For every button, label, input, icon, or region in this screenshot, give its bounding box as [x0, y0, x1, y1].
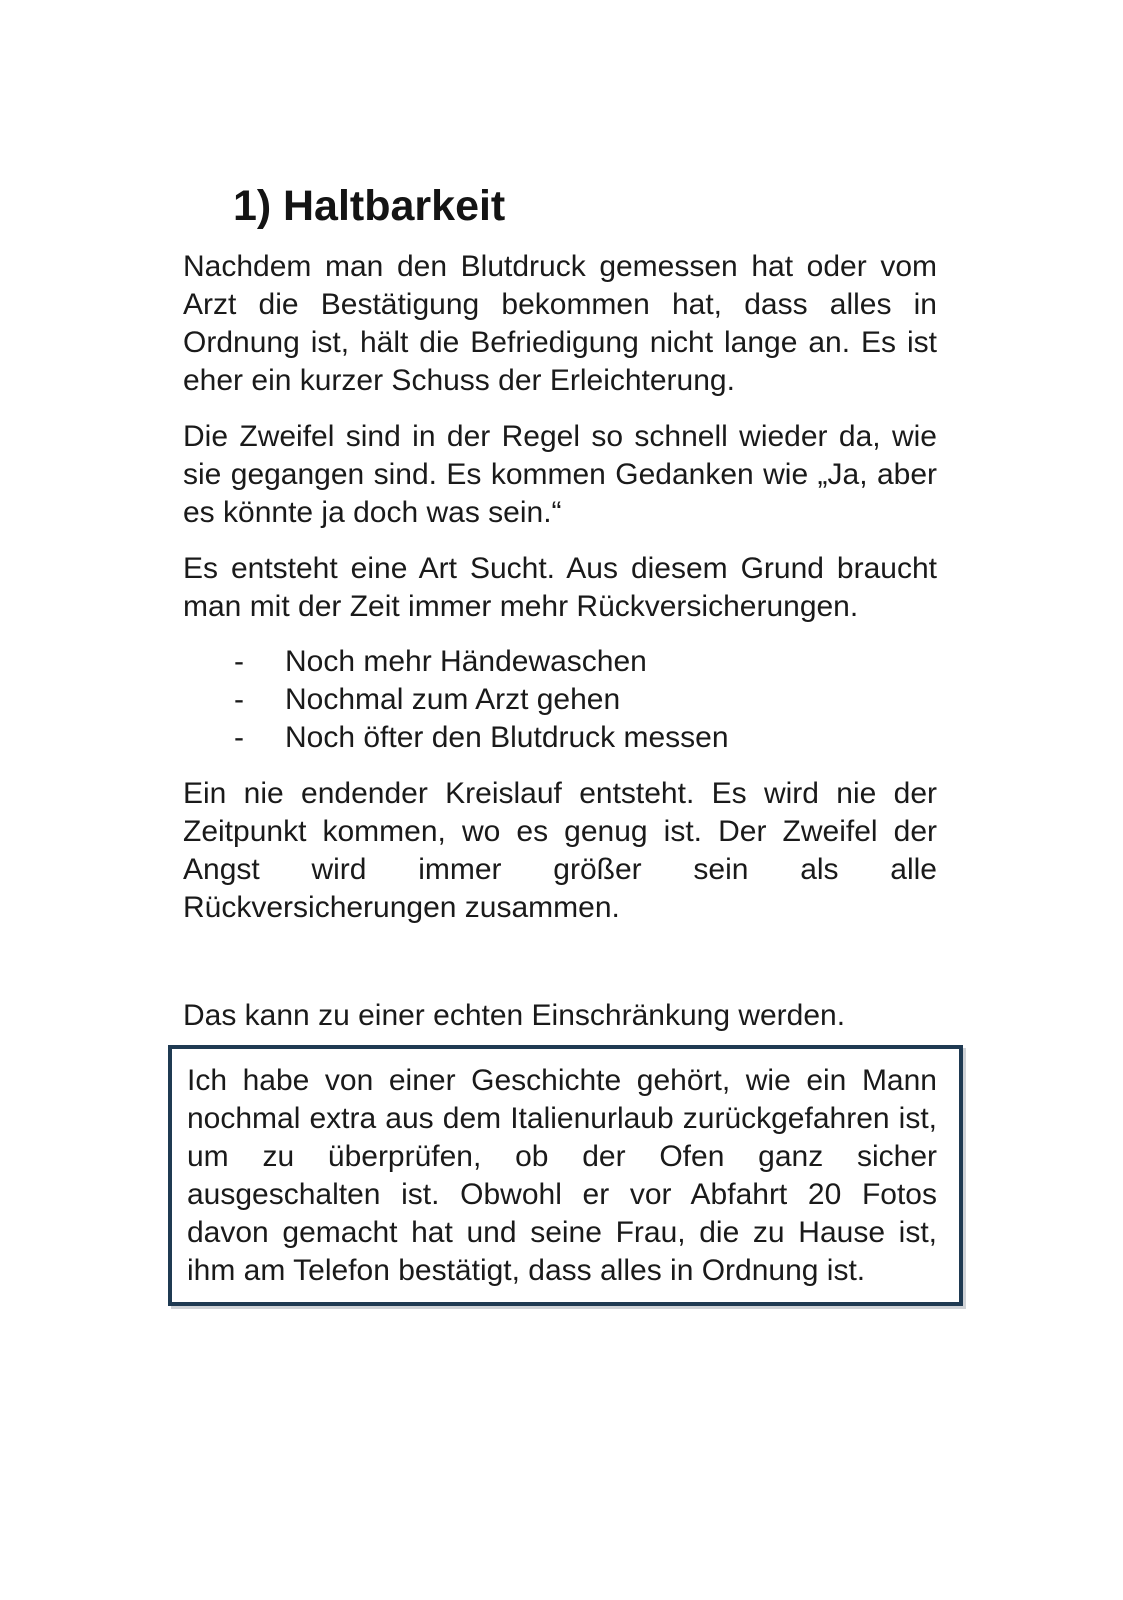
- list-item: [234, 643, 937, 681]
- dash-bullet: -: [234, 645, 244, 678]
- dash-bullet: -: [234, 683, 244, 716]
- section-heading: [233, 181, 937, 231]
- list-item: [234, 719, 937, 757]
- list-item-label: Noch mehr Händewaschen: [285, 645, 647, 678]
- page-content: [183, 0, 937, 1306]
- dash-bullet: -: [234, 721, 244, 754]
- paragraph-blutdruck: Nachdem man den Blutdruck gemessen hat oder vom Arzt die Bestätigung bekommen hat, dass alles in Ordnung ist, hält die Befriedigung nicht lange an. Es ist eher ein kurzer Schuss der Erleichterung.: [183, 250, 937, 397]
- dash-list: [183, 643, 937, 757]
- list-item-label: Nochmal zum Arzt gehen: [285, 683, 621, 716]
- story-callout-box: Ich habe von einer Geschichte gehört, wie ein Mann nochmal extra aus dem Italienurlaub zurückgefahren ist, um zu überprüfen, ob der Ofen ganz sicher ausgeschalten ist. Obwohl er vor Abfahrt 20 Fotos davon gemacht hat und seine Frau, die zu Hause ist, ihm am Telefon bestätigt, dass alles in Ordnung ist.: [168, 1045, 963, 1306]
- heading-number: 1): [233, 182, 272, 230]
- paragraph-kreislauf: Ein nie endender Kreislauf entsteht. Es wird nie der Zeitpunkt kommen, wo es genug ist. Der Zweifel der Angst wird immer größer sein als alle Rückversicherungen zusammen.: [183, 777, 937, 924]
- list-item-label: Noch öfter den Blutdruck messen: [285, 721, 729, 754]
- paragraph-lead-in: Das kann zu einer echten Einschränkung werden.: [183, 999, 846, 1032]
- paragraph-zweifel: Die Zweifel sind in der Regel so schnell wieder da, wie sie gegangen sind. Es kommen Gedanken wie „Ja, aber es könnte ja doch was sein.“: [183, 420, 937, 529]
- list-item: [234, 681, 937, 719]
- heading-title: Haltbarkeit: [283, 182, 506, 230]
- paragraph-sucht: Es entsteht eine Art Sucht. Aus diesem Grund braucht man mit der Zeit immer mehr Rückversicherungen.: [183, 552, 937, 623]
